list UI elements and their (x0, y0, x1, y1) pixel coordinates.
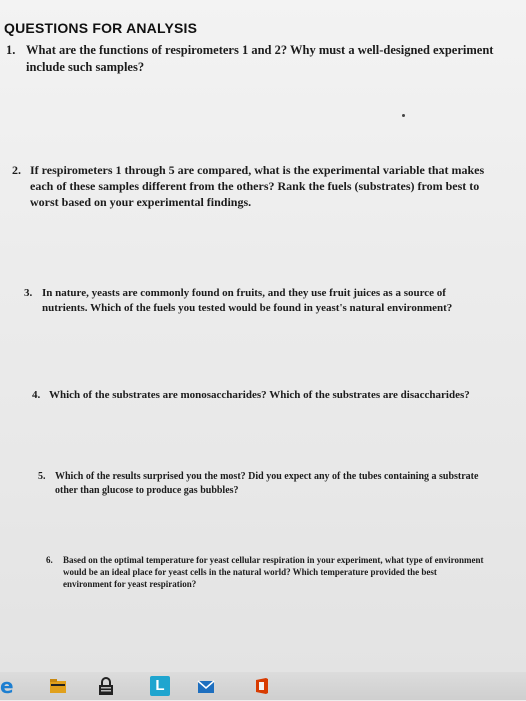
question-text: In nature, yeasts are commonly found on fruits, and they use fruit juices as a source of nutrients. Which of the fuels you tested would be found in yeast's natural environment? (42, 287, 453, 314)
question-number: 1. (6, 43, 16, 57)
page-heading: QUESTIONS FOR ANALYSIS (4, 20, 198, 36)
question-number: 4. (32, 389, 41, 401)
question-1 (6, 42, 500, 76)
question-5 (38, 470, 488, 497)
question-6 (46, 554, 486, 590)
taskbar (0, 672, 526, 700)
question-number: 6. (46, 555, 53, 565)
question-text: Which of the substrates are monosaccharides? Which of the substrates are disaccharides? (49, 389, 470, 401)
file-explorer-icon[interactable] (48, 676, 68, 696)
question-number: 5. (38, 471, 46, 482)
question-2 (12, 162, 492, 211)
stray-dot (402, 114, 405, 117)
question-text: Based on the optimal temperature for yeast cellular respiration in your experiment, what type of environment would be an ideal place for yeast cells in the natural world? Which temperature provided the best environment for yeast respiration? (63, 555, 484, 590)
question-text: If respirometers 1 through 5 are compared, what is the experimental variable that makes each of these samples different from the others? Rank the fuels (substrates) from best to worst based on your experimental findings. (30, 163, 485, 210)
question-3 (24, 286, 488, 316)
lock-icon[interactable] (96, 676, 116, 696)
office-icon[interactable] (252, 676, 272, 696)
question-text: Which of the results surprised you the most? Did you expect any of the tubes containing a substrate other than glucose to produce gas bubbles? (55, 471, 479, 496)
question-number: 3. (24, 287, 33, 299)
mail-icon[interactable] (196, 676, 216, 696)
question-text: What are the functions of respirometers 1 and 2? Why must a well-designed experiment include such samples? (26, 43, 494, 74)
question-number: 2. (12, 163, 21, 177)
question-4 (32, 388, 492, 403)
edge-icon[interactable]: e (0, 674, 14, 698)
launcher-icon[interactable]: L (150, 676, 170, 696)
